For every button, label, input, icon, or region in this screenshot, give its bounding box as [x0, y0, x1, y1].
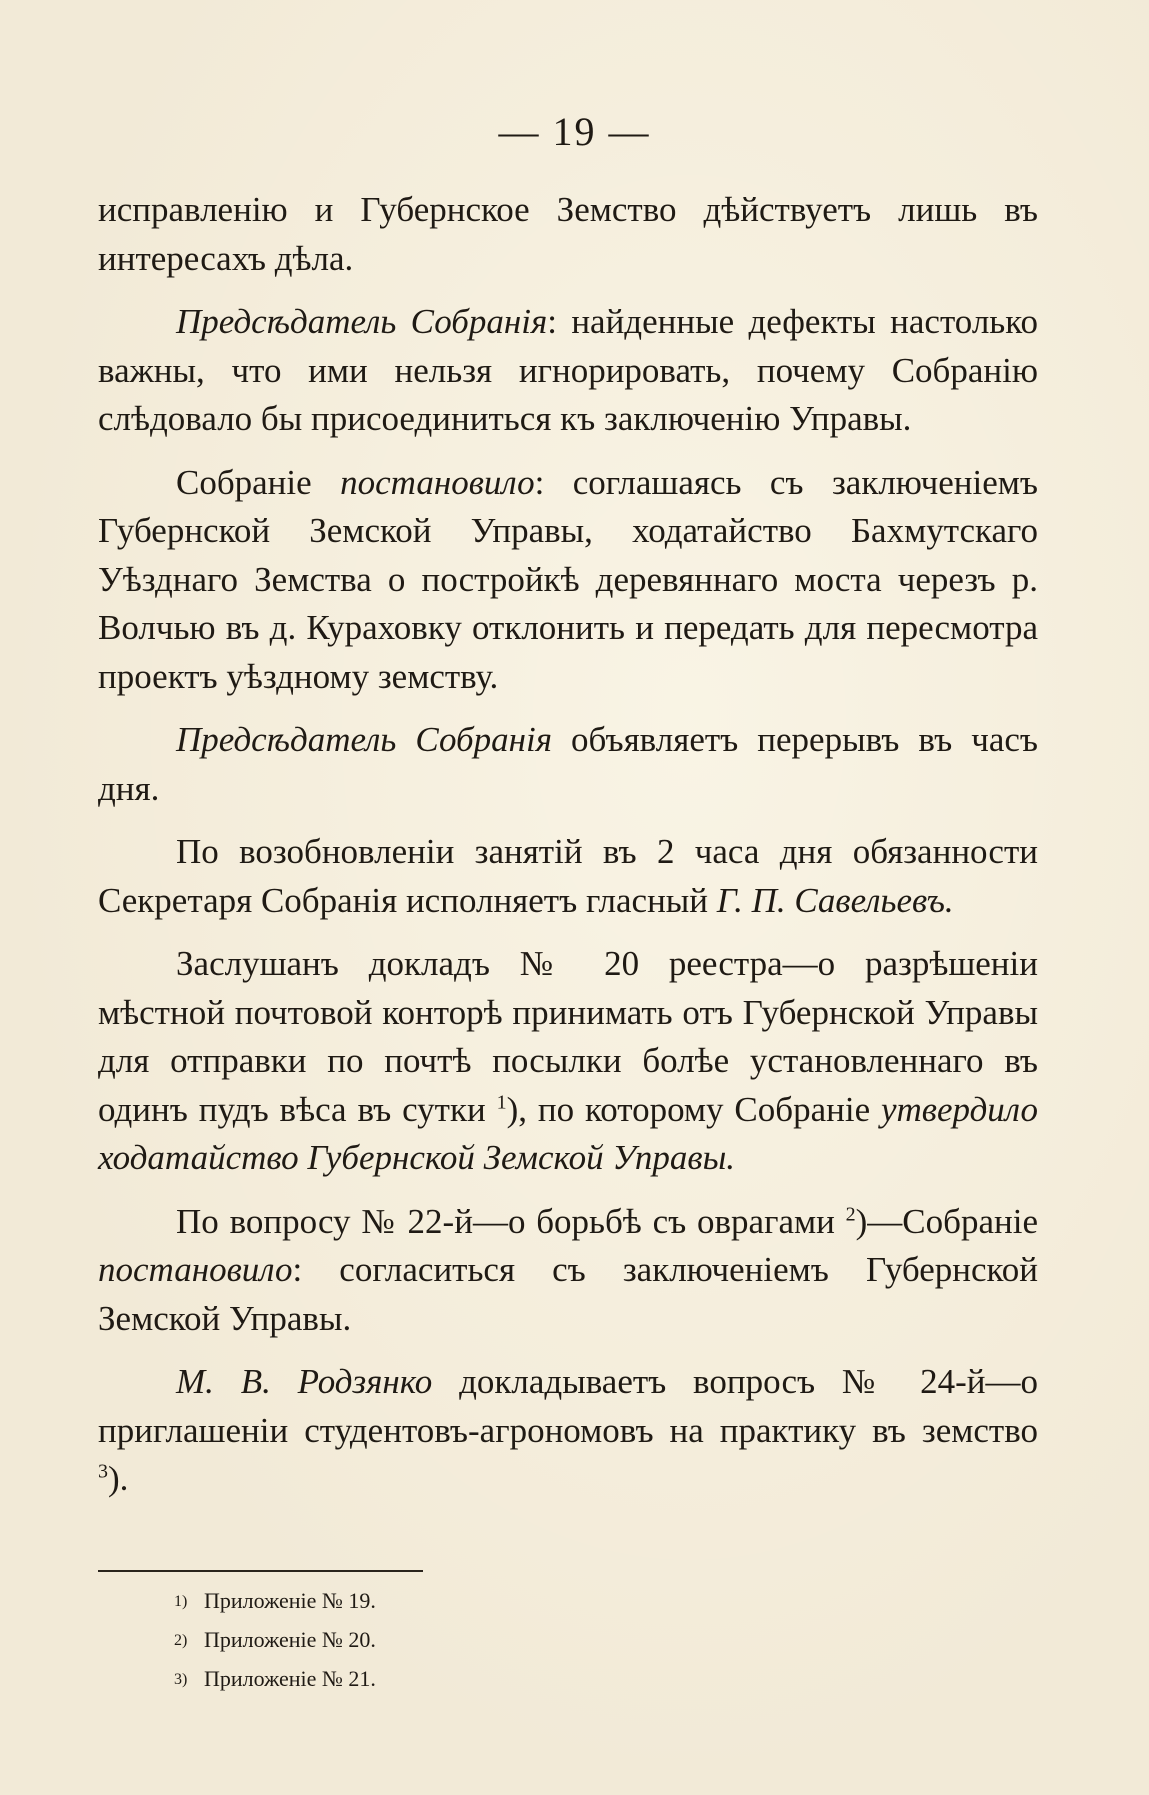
paragraph-5: [98, 828, 1038, 925]
footnote-3-mark: 3): [174, 1671, 188, 1688]
footnote-2-mark: 2): [174, 1632, 188, 1649]
paragraph-2: [98, 298, 1038, 444]
footnote-ref-3: 3: [98, 1460, 108, 1483]
paragraph-4-text: объявляетъ перерывъ въ часъ дня.: [98, 720, 1038, 808]
paragraph-2-text: : найденные дефекты настолько важны, что ими нельзя игнорировать, почему Собранію слѣдовало бы присоединиться къ заключенію Управы.: [98, 302, 1038, 438]
footnotes: [174, 1582, 674, 1699]
secretary-name: Г. П. Савельевъ.: [716, 880, 954, 920]
paragraph-8-end: ).: [108, 1459, 129, 1498]
footnote-2-text: Приложеніе № 20.: [204, 1627, 376, 1652]
paragraph-8: [98, 1358, 1038, 1504]
speaker-rodzyanko: М. В. Родзянко: [176, 1362, 433, 1401]
paragraph-5-text: По возобновленіи занятій въ 2 часа дня обязанности Секретаря Собранія исполняетъ гласный: [98, 832, 1038, 920]
paragraph-7: [98, 1198, 1038, 1344]
decision-approved: утвердило ходатайство Губернской Земской Управы.: [98, 1089, 1038, 1177]
page-number: — 19 —: [498, 109, 651, 154]
footnote-divider: [98, 1570, 423, 1572]
paragraph-1-text: исправленію и Губернское Земство дѣйствуетъ лишь въ интересахъ дѣла.: [98, 190, 1038, 278]
paragraph-3-start: Собраніе: [176, 462, 341, 502]
footnote-1-text: Приложеніе № 19.: [204, 1588, 376, 1613]
paragraph-4: [98, 716, 1038, 813]
body-text: [98, 186, 1038, 1519]
paragraph-7-end: : согласиться съ заключеніемъ Губернской Земской Управы.: [98, 1250, 1038, 1338]
footnote-ref-2: 2: [845, 1202, 856, 1225]
decision-label: постановило: [340, 462, 535, 502]
speaker-chairman: Предсѣдатель Собранія: [176, 302, 548, 341]
paragraph-7-text: По вопросу № 22-й—о борьбѣ съ оврагами: [176, 1201, 846, 1241]
decision-label-2: постановило: [98, 1250, 293, 1289]
footnote-1-mark: 1): [174, 1593, 188, 1610]
paragraph-8-text: докладываетъ вопросъ № 24-й—о приглашеніи студентовъ-агрономовъ на практику въ земство: [98, 1362, 1038, 1450]
footnote-3-text: Приложеніе № 21.: [204, 1666, 376, 1691]
footnote-1: [174, 1582, 674, 1621]
footnote-ref-1: 1: [496, 1090, 507, 1113]
paragraph-6-text: Заслушанъ докладъ № 20 реестра—о разрѣшеніи мѣстной почтовой конторѣ принимать отъ Губернской Управы для отправки по почтѣ посылки болѣе установленнаго въ одинъ пудъ вѣса въ сутки: [98, 944, 1038, 1129]
paragraph-1: [98, 186, 1038, 283]
footnote-2: [174, 1621, 674, 1660]
paragraph-3-text: : соглашаясь съ заключеніемъ Губернской Земской Управы, ходатайство Бахмутскаго Уѣзднаго Земства о постройкѣ деревяннаго моста черезъ р. Волчью въ д. Кураховку отклонить и передать для пересмотра проектъ уѣздному земству.: [98, 462, 1038, 696]
paragraph-3: [98, 459, 1038, 702]
footnote-3: [174, 1660, 674, 1699]
paragraph-6-middle: ), по которому Собраніе: [506, 1089, 881, 1129]
paragraph-7-middle: )—Собраніе: [855, 1201, 1038, 1241]
paragraph-6: [98, 940, 1038, 1183]
speaker-chairman-2: Предсѣдатель Собранія: [176, 720, 552, 759]
